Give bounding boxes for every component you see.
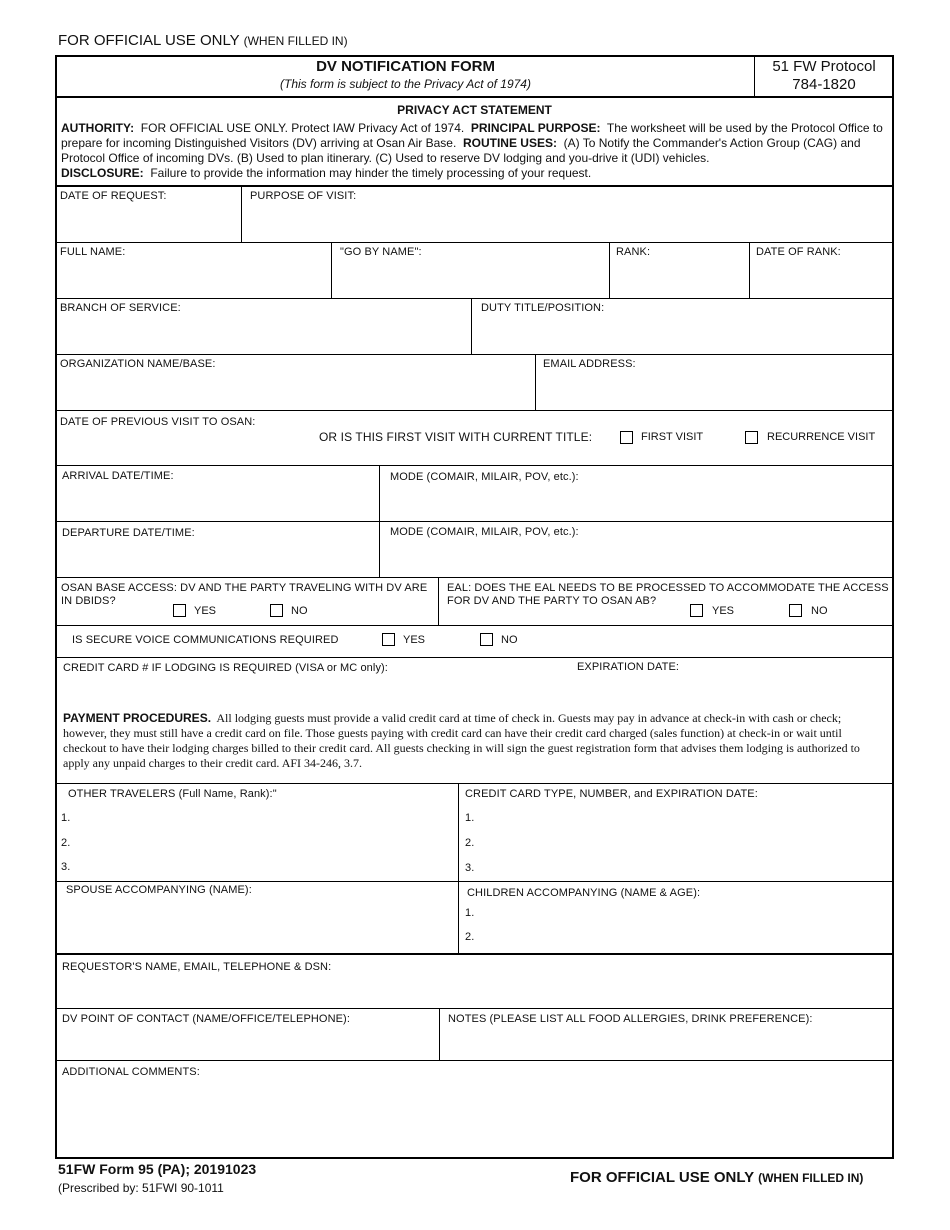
bottom-fouo-note: (WHEN FILLED IN) (758, 1171, 864, 1185)
duty-title-field[interactable]: DUTY TITLE/POSITION: (481, 302, 605, 314)
first-visit-checkbox[interactable] (620, 431, 633, 444)
privacy-subtitle: (This form is subject to the Privacy Act of 1974) (280, 77, 531, 91)
previous-visit-field[interactable]: DATE OF PREVIOUS VISIT TO OSAN: (60, 416, 256, 428)
go-by-name-field[interactable]: "GO BY NAME": (340, 246, 422, 258)
base-access-question-line1: OSAN BASE ACCESS: DV AND THE PARTY TRAVELING WITH DV ARE (61, 582, 428, 594)
arrival-mode-field[interactable]: MODE (COMAIR, MILAIR, POV, etc.): (390, 471, 579, 483)
secure-voice-yes-label: YES (403, 634, 426, 646)
row8-rule (57, 625, 892, 626)
child-entry-1[interactable]: 1. (465, 907, 475, 919)
protocol-phone: 784-1820 (792, 76, 856, 93)
row5-rule (57, 465, 892, 466)
requestor-rule (57, 1008, 892, 1009)
base-access-yes-checkbox[interactable] (173, 604, 186, 617)
credit-card-entry-2[interactable]: 2. (465, 837, 475, 849)
arrival-datetime-field[interactable]: ARRIVAL DATE/TIME: (62, 470, 174, 482)
payment-bottom-rule (57, 783, 892, 784)
row9-rule (57, 657, 892, 658)
other-traveler-2[interactable]: 2. (61, 837, 71, 849)
bottom-fouo-text: FOR OFFICIAL USE ONLY (570, 1169, 754, 1186)
row3-divider (471, 299, 472, 354)
travelers-rule (57, 881, 892, 882)
purpose-text: The worksheet will be used by the Protocol Office to prepare for incoming Distinguished Visitors (DV) arriving at Osan Air Base. (61, 121, 883, 150)
top-fouo-note: (WHEN FILLED IN) (243, 34, 348, 48)
authority-text: FOR OFFICIAL USE ONLY. Protect IAW Privacy Act of 1974. (140, 121, 465, 135)
poc-divider (439, 1009, 440, 1060)
base-access-no-checkbox[interactable] (270, 604, 283, 617)
credit-card-type-label: CREDIT CARD TYPE, NUMBER, and EXPIRATION DATE: (465, 788, 758, 800)
purpose-label: PRINCIPAL PURPOSE: (470, 121, 601, 135)
row1-divider (241, 186, 242, 242)
row6-rule (57, 521, 892, 522)
eal-yes-label: YES (712, 605, 735, 617)
form-title: DV NOTIFICATION FORM (316, 58, 495, 75)
departure-datetime-field[interactable]: DEPARTURE DATE/TIME: (62, 527, 195, 539)
row3-rule (57, 354, 892, 355)
top-fouo-marking (58, 32, 348, 49)
privacy-act-statement (61, 121, 889, 181)
credit-card-entry-3[interactable]: 3. (465, 862, 475, 874)
date-of-request-field[interactable]: DATE OF REQUEST: (60, 190, 167, 202)
top-fouo-text: FOR OFFICIAL USE ONLY (58, 32, 240, 49)
prescribed-by: (Prescribed by: 51FWI 90-1011 (58, 1181, 224, 1195)
date-of-rank-field[interactable]: DATE OF RANK: (756, 246, 841, 258)
form-number: 51FW Form 95 (PA); 20191023 (58, 1161, 257, 1177)
base-access-yes-label: YES (194, 605, 217, 617)
spouse-rule (57, 953, 892, 955)
rank-field[interactable]: RANK: (616, 246, 651, 258)
eal-yes-checkbox[interactable] (690, 604, 703, 617)
email-address-field[interactable]: EMAIL ADDRESS: (543, 358, 636, 370)
first-visit-label: FIRST VISIT (641, 431, 704, 443)
eal-no-checkbox[interactable] (789, 604, 802, 617)
row2-divider-2 (609, 243, 610, 298)
payment-procedures (63, 711, 886, 771)
recurrence-visit-label: RECURRENCE VISIT (767, 431, 876, 443)
first-visit-question: OR IS THIS FIRST VISIT WITH CURRENT TITLE: (319, 430, 593, 444)
authority-label: AUTHORITY: (61, 121, 135, 135)
protocol-office: 51 FW Protocol (772, 58, 876, 75)
other-traveler-1[interactable]: 1. (61, 812, 71, 824)
child-entry-2[interactable]: 2. (465, 931, 475, 943)
row7-rule (57, 577, 892, 578)
dv-poc-field[interactable]: DV POINT OF CONTACT (NAME/OFFICE/TELEPHONE): (62, 1013, 350, 1025)
organization-field[interactable]: ORGANIZATION NAME/BASE: (60, 358, 216, 370)
payment-text: All lodging guests must provide a valid credit card at time of check in. Guests may pay in advance at check-in with cash or check; however, they must still have a credit card on file. Those guests paying with credit card can have their credit card charged (sales function) at check-in or wait until checkout to have their lodging charges billed to their credit card. All guests checking in will sign the guest registration form that advises them lodging is authorized to apply any unpaid charges to their credit card. AFI 34-246, 3.7. (63, 711, 860, 770)
row1-rule (57, 242, 892, 243)
bottom-fouo-marking (570, 1169, 863, 1186)
children-accompanying-label: CHILDREN ACCOMPANYING (NAME & AGE): (467, 887, 701, 899)
access-divider (438, 578, 439, 625)
secure-voice-yes-checkbox[interactable] (382, 633, 395, 646)
base-access-no-label: NO (291, 605, 308, 617)
secure-voice-no-label: NO (501, 634, 518, 646)
privacy-act-heading: PRIVACY ACT STATEMENT (397, 103, 552, 117)
routine-uses-text: (A) To Notify the Commander's Action Group (CAG) and Protocol Office of incoming DVs. (B) Used to plan itinerary. (C) Used to reserve DV lodging and you-drive it (UDI) vehicles. (61, 136, 861, 165)
eal-no-label: NO (811, 605, 828, 617)
title-divider (754, 57, 755, 96)
row2-divider-1 (331, 243, 332, 298)
disclosure-text: Failure to provide the information may hinder the timely processing of your request. (150, 166, 592, 180)
branch-of-service-field[interactable]: BRANCH OF SERVICE: (60, 302, 181, 314)
poc-rule (57, 1060, 892, 1061)
credit-card-entry-1[interactable]: 1. (465, 812, 475, 824)
notes-field[interactable]: NOTES (PLEASE LIST ALL FOOD ALLERGIES, DRINK PREFERENCE): (448, 1013, 813, 1025)
disclosure-label: DISCLOSURE: (61, 166, 144, 180)
base-access-question-line2: IN DBIDS? (61, 595, 116, 607)
row4-divider (535, 355, 536, 410)
additional-comments-field[interactable]: ADDITIONAL COMMENTS: (62, 1066, 200, 1078)
secure-voice-question: IS SECURE VOICE COMMUNICATIONS REQUIRED (72, 634, 339, 646)
recurrence-visit-checkbox[interactable] (745, 431, 758, 444)
full-name-field[interactable]: FULL NAME: (60, 246, 126, 258)
row2-rule (57, 298, 892, 299)
row4-rule (57, 410, 892, 411)
privacy-bottom-rule (57, 185, 892, 187)
row2-divider-3 (749, 243, 750, 298)
departure-mode-field[interactable]: MODE (COMAIR, MILAIR, POV, etc.): (390, 526, 579, 538)
eal-question-line2: FOR DV AND THE PARTY TO OSAN AB? (447, 595, 657, 607)
credit-card-field[interactable]: CREDIT CARD # IF LODGING IS REQUIRED (VISA or MC only): (63, 662, 388, 674)
payment-label: PAYMENT PROCEDURES. (63, 711, 212, 725)
purpose-of-visit-field[interactable]: PURPOSE OF VISIT: (250, 190, 357, 202)
eal-question-line1: EAL: DOES THE EAL NEEDS TO BE PROCESSED TO ACCOMMODATE THE ACCESS (447, 582, 889, 594)
expiration-date-field[interactable]: EXPIRATION DATE: (577, 661, 680, 673)
spouse-accompanying-field[interactable]: SPOUSE ACCOMPANYING (NAME): (66, 884, 252, 896)
travelers-divider (458, 784, 459, 953)
secure-voice-no-checkbox[interactable] (480, 633, 493, 646)
title-bottom-rule (57, 96, 892, 98)
routine-uses-label: ROUTINE USES: (462, 136, 557, 150)
other-travelers-label: OTHER TRAVELERS (Full Name, Rank):" (68, 788, 277, 800)
other-traveler-3[interactable]: 3. (61, 861, 71, 873)
requestor-field[interactable]: REQUESTOR'S NAME, EMAIL, TELEPHONE & DSN: (62, 961, 332, 973)
